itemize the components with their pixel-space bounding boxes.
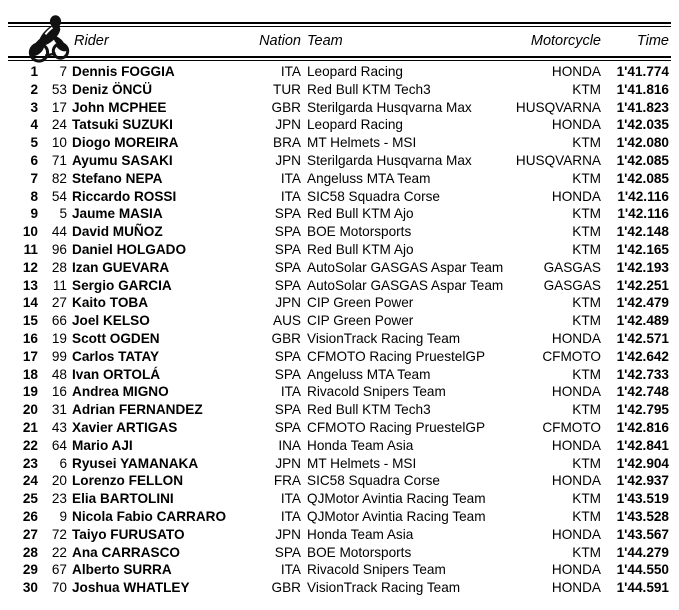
row-motorcycle: KTM [572,81,601,97]
row-nation: SPA [274,277,301,293]
row-position: 1 [30,64,38,79]
row-rider-number: 44 [51,224,67,240]
row-motorcycle: GASGAS [543,259,601,275]
row-motorcycle: KTM [572,491,601,507]
row-nation: JPN [275,117,301,133]
row-rider-number: 64 [51,437,67,453]
row-position: 10 [22,224,38,240]
table-row[interactable] [0,472,679,490]
table-row[interactable] [0,205,679,223]
row-motorcycle: KTM [572,455,601,471]
row-motorcycle: GASGAS [543,277,601,293]
row-nation: SPA [274,366,301,382]
row-rider-number: 82 [51,170,67,186]
row-position: 30 [22,580,38,596]
table-row[interactable] [0,294,679,312]
table-row[interactable] [0,383,679,401]
row-rider-number: 99 [51,348,67,364]
row-nation: JPN [275,526,301,542]
table-row[interactable] [0,99,679,117]
row-rider-name: Ryusei YAMANAKA [72,455,199,471]
row-motorcycle: KTM [572,206,601,222]
table-row[interactable] [0,490,679,508]
row-position: 28 [22,544,38,560]
row-rider-number: 19 [51,330,67,346]
row-rider-number: 9 [59,508,67,524]
row-time: 1'42.165 [616,241,669,257]
table-row[interactable] [0,508,679,526]
table-row[interactable] [0,170,679,188]
row-rider-name: Joel KELSO [72,313,150,329]
row-motorcycle: HONDA [551,64,601,79]
row-team: Honda Team Asia [307,526,414,542]
row-rider-name: Deniz ÖNCÜ [72,81,153,97]
row-rider-name: Xavier ARTIGAS [72,419,178,435]
row-rider-number: 16 [51,384,67,400]
row-time: 1'42.571 [616,330,669,346]
row-rider-number: 31 [51,402,67,418]
row-team: SIC58 Squadra Corse [307,473,440,489]
row-position: 9 [30,206,38,222]
row-time: 1'41.823 [616,99,669,115]
row-position: 20 [22,402,38,418]
row-rider-name: Ana CARRASCO [72,544,180,560]
row-nation: BRA [273,135,301,151]
row-time: 1'44.550 [616,562,669,578]
row-team: Red Bull KTM Tech3 [307,81,431,97]
row-rider-name: Daniel HOLGADO [72,241,187,257]
row-nation: AUS [273,313,301,329]
row-position: 17 [22,348,38,364]
row-motorcycle: KTM [572,508,601,524]
row-time: 1'42.148 [616,224,669,240]
row-team: Sterilgarda Husqvarna Max [307,99,472,115]
row-team: Red Bull KTM Tech3 [307,402,431,418]
row-rider-name: Joshua WHATLEY [72,580,190,596]
row-nation: JPN [275,295,301,311]
row-rider-number: 7 [59,64,67,79]
row-motorcycle: HONDA [551,437,601,453]
row-rider-number: 67 [51,562,67,578]
row-nation: SPA [274,544,301,560]
row-rider-number: 6 [59,455,67,471]
row-rider-name: Ayumu SASAKI [72,152,173,168]
row-time: 1'42.733 [616,366,669,382]
row-team: VisionTrack Racing Team [307,330,461,346]
row-motorcycle: HONDA [551,330,601,346]
row-motorcycle: HONDA [551,384,601,400]
row-position: 29 [22,562,38,578]
row-nation: GBR [271,99,301,115]
row-rider-name: Andrea MIGNO [72,384,169,400]
row-time: 1'42.193 [616,259,669,275]
row-nation: JPN [275,455,301,471]
row-rider-number: 27 [51,295,67,311]
column-header-time: Time [636,33,669,49]
row-position: 22 [22,437,38,453]
row-time: 1'42.251 [616,277,669,293]
row-rider-number: 43 [51,419,67,435]
row-team: BOE Motorsports [307,544,412,560]
row-time: 1'42.841 [616,437,669,453]
row-nation: SPA [274,402,301,418]
row-time: 1'42.816 [616,419,669,435]
row-position: 16 [22,330,38,346]
table-row[interactable] [0,241,679,259]
row-nation: SPA [274,259,301,275]
row-motorcycle: HUSQVARNA [515,152,601,168]
table-header [0,22,679,62]
row-team: CFMOTO Racing PruestelGP [307,419,486,435]
row-motorcycle: HUSQVARNA [515,99,601,115]
row-motorcycle: CFMOTO [542,348,601,364]
row-rider-name: Tatsuki SUZUKI [72,117,173,133]
table-row[interactable] [0,312,679,330]
table-row[interactable] [0,544,679,562]
row-rider-name: Lorenzo FELLON [72,473,184,489]
row-nation: ITA [280,562,301,578]
row-motorcycle: KTM [572,135,601,151]
row-rider-name: Carlos TATAY [72,348,160,364]
table-row[interactable] [0,63,679,81]
row-team: MT Helmets - MSI [307,455,417,471]
row-team: AutoSolar GASGAS Aspar Team [307,259,504,275]
table-row[interactable] [0,401,679,419]
row-rider-name: Taiyo FURUSATO [72,526,185,542]
row-time: 1'43.519 [616,491,669,507]
row-time: 1'41.816 [616,81,669,97]
table-row[interactable] [0,134,679,152]
row-rider-name: Kaito TOBA [72,295,149,311]
row-team: SIC58 Squadra Corse [307,188,440,204]
row-team: Red Bull KTM Ajo [307,206,414,222]
row-motorcycle: KTM [572,295,601,311]
row-team: AutoSolar GASGAS Aspar Team [307,277,504,293]
row-rider-number: 22 [51,544,67,560]
row-rider-name: Stefano NEPA [72,170,163,186]
row-motorcycle: HONDA [551,117,601,133]
row-nation: FRA [273,473,301,489]
table-row[interactable] [0,116,679,134]
table-row[interactable] [0,330,679,348]
row-rider-name: Alberto SURRA [72,562,172,578]
table-row[interactable] [0,419,679,437]
row-position: 4 [30,117,38,133]
row-position: 5 [30,135,38,151]
row-rider-name: Diogo MOREIRA [72,135,179,151]
row-time: 1'41.774 [616,64,669,79]
row-motorcycle: HONDA [551,188,601,204]
row-team: Angeluss MTA Team [307,170,431,186]
row-position: 26 [22,508,38,524]
row-time: 1'42.035 [616,117,669,133]
row-rider-number: 24 [51,117,67,133]
row-rider-name: John MCPHEE [72,99,167,115]
row-nation: ITA [280,491,301,507]
table-row[interactable] [0,81,679,99]
row-position: 3 [30,99,38,115]
table-row[interactable] [0,152,679,170]
row-rider-name: Ivan ORTOLÁ [72,366,161,382]
row-rider-number: 66 [51,313,67,329]
row-time: 1'42.080 [616,135,669,151]
row-position: 14 [22,295,38,311]
row-rider-name: Adrian FERNANDEZ [72,402,203,418]
row-rider-number: 5 [59,206,67,222]
row-team: Honda Team Asia [307,437,414,453]
row-motorcycle: KTM [572,170,601,186]
table-row[interactable] [0,455,679,473]
row-nation: ITA [280,508,301,524]
row-team: Angeluss MTA Team [307,366,431,382]
row-rider-name: Mario AJI [72,437,133,453]
row-rider-name: Dennis FOGGIA [72,64,175,79]
row-motorcycle: CFMOTO [542,419,601,435]
row-time: 1'44.591 [616,580,669,596]
row-nation: ITA [280,188,301,204]
row-nation: SPA [274,419,301,435]
row-time: 1'42.937 [616,473,669,489]
row-motorcycle: KTM [572,544,601,560]
row-position: 11 [23,241,38,257]
column-header-team: Team [307,33,343,49]
row-nation: ITA [280,64,301,79]
row-time: 1'42.489 [616,313,669,329]
row-nation: GBR [271,330,301,346]
row-motorcycle: HONDA [551,580,601,596]
row-motorcycle: HONDA [551,562,601,578]
row-rider-number: 54 [51,188,67,204]
row-team: Red Bull KTM Ajo [307,241,414,257]
row-team: BOE Motorsports [307,224,412,240]
row-motorcycle: HONDA [551,473,601,489]
row-nation: SPA [274,206,301,222]
row-motorcycle: HONDA [551,526,601,542]
row-time: 1'42.904 [616,455,669,471]
row-nation: ITA [280,384,301,400]
row-time: 1'42.642 [616,348,669,364]
row-time: 1'43.528 [616,508,669,524]
row-rider-name: Jaume MASIA [72,206,163,222]
row-position: 19 [22,384,38,400]
row-time: 1'42.116 [617,206,669,222]
table-row[interactable] [0,277,679,295]
row-rider-name: Izan GUEVARA [72,259,170,275]
row-rider-number: 71 [51,152,67,168]
row-position: 25 [22,491,38,507]
row-team: CFMOTO Racing PruestelGP [307,348,486,364]
row-rider-name: Elia BARTOLINI [72,491,174,507]
row-rider-number: 53 [51,81,67,97]
row-rider-name: Scott OGDEN [72,330,160,346]
row-team: CIP Green Power [307,313,414,329]
row-position: 2 [30,81,38,97]
row-time: 1'42.085 [616,170,669,186]
column-header-rider: Rider [74,33,109,49]
row-team: Rivacold Snipers Team [307,562,446,578]
row-position: 24 [22,473,38,489]
row-time: 1'42.795 [616,402,669,418]
row-motorcycle: KTM [572,366,601,382]
row-position: 7 [30,170,38,186]
row-rider-name: Sergio GARCIA [72,277,172,293]
table-row[interactable] [0,259,679,277]
row-nation: TUR [273,81,301,97]
row-time: 1'42.085 [616,152,669,168]
row-nation: ITA [280,170,301,186]
row-rider-number: 10 [51,135,67,151]
row-team: VisionTrack Racing Team [307,580,461,596]
table-row[interactable] [0,188,679,206]
row-team: QJMotor Avintia Racing Team [307,508,486,524]
column-header-motorcycle: Motorcycle [530,33,601,49]
row-position: 21 [22,419,38,435]
row-nation: SPA [274,241,301,257]
row-nation: JPN [275,152,301,168]
header-rule-bottom-thin [8,60,671,61]
column-header-nation: Nation [259,33,301,49]
row-team: Rivacold Snipers Team [307,384,446,400]
table-row[interactable] [0,223,679,241]
row-position: 13 [22,277,38,293]
row-position: 15 [22,313,38,329]
row-team: Leopard Racing [307,117,403,133]
row-motorcycle: KTM [572,313,601,329]
row-time: 1'43.567 [616,526,669,542]
header-rule-top-thick [8,22,671,24]
row-time: 1'42.479 [616,295,669,311]
row-time: 1'44.279 [616,544,669,560]
row-rider-number: 96 [51,241,67,257]
row-rider-number: 72 [51,526,67,542]
row-nation: SPA [274,348,301,364]
row-position: 18 [22,366,38,382]
row-nation: SPA [274,224,301,240]
row-team: MT Helmets - MSI [307,135,417,151]
row-motorcycle: KTM [572,224,601,240]
row-position: 12 [22,259,38,275]
row-rider-name: Nicola Fabio CARRARO [72,508,227,524]
row-motorcycle: KTM [572,241,601,257]
row-motorcycle: KTM [572,402,601,418]
table-row[interactable] [0,437,679,455]
row-team: Leopard Racing [307,64,403,79]
table-row[interactable] [0,526,679,544]
row-rider-number: 48 [51,366,67,382]
row-position: 27 [22,526,38,542]
row-team: QJMotor Avintia Racing Team [307,491,486,507]
table-row[interactable] [0,366,679,384]
row-position: 6 [30,152,38,168]
row-rider-number: 11 [52,277,67,293]
table-row[interactable] [0,561,679,579]
row-rider-number: 70 [51,580,67,596]
row-rider-number: 17 [51,99,67,115]
table-row[interactable] [0,579,679,597]
row-nation: INA [278,437,301,453]
results-rows [0,63,679,597]
row-nation: GBR [271,580,301,596]
row-rider-name: David MUÑOZ [72,224,163,240]
header-rule-bottom-thick [8,56,671,58]
row-rider-number: 23 [51,491,67,507]
row-team: Sterilgarda Husqvarna Max [307,152,472,168]
row-time: 1'42.116 [617,188,669,204]
row-time: 1'42.748 [616,384,669,400]
row-rider-name: Riccardo ROSSI [72,188,177,204]
row-position: 23 [22,455,38,471]
row-rider-number: 28 [51,259,67,275]
row-position: 8 [30,188,38,204]
table-row[interactable] [0,348,679,366]
row-rider-number: 20 [51,473,67,489]
motorcycle-rider-icon [22,14,78,66]
row-team: CIP Green Power [307,295,414,311]
